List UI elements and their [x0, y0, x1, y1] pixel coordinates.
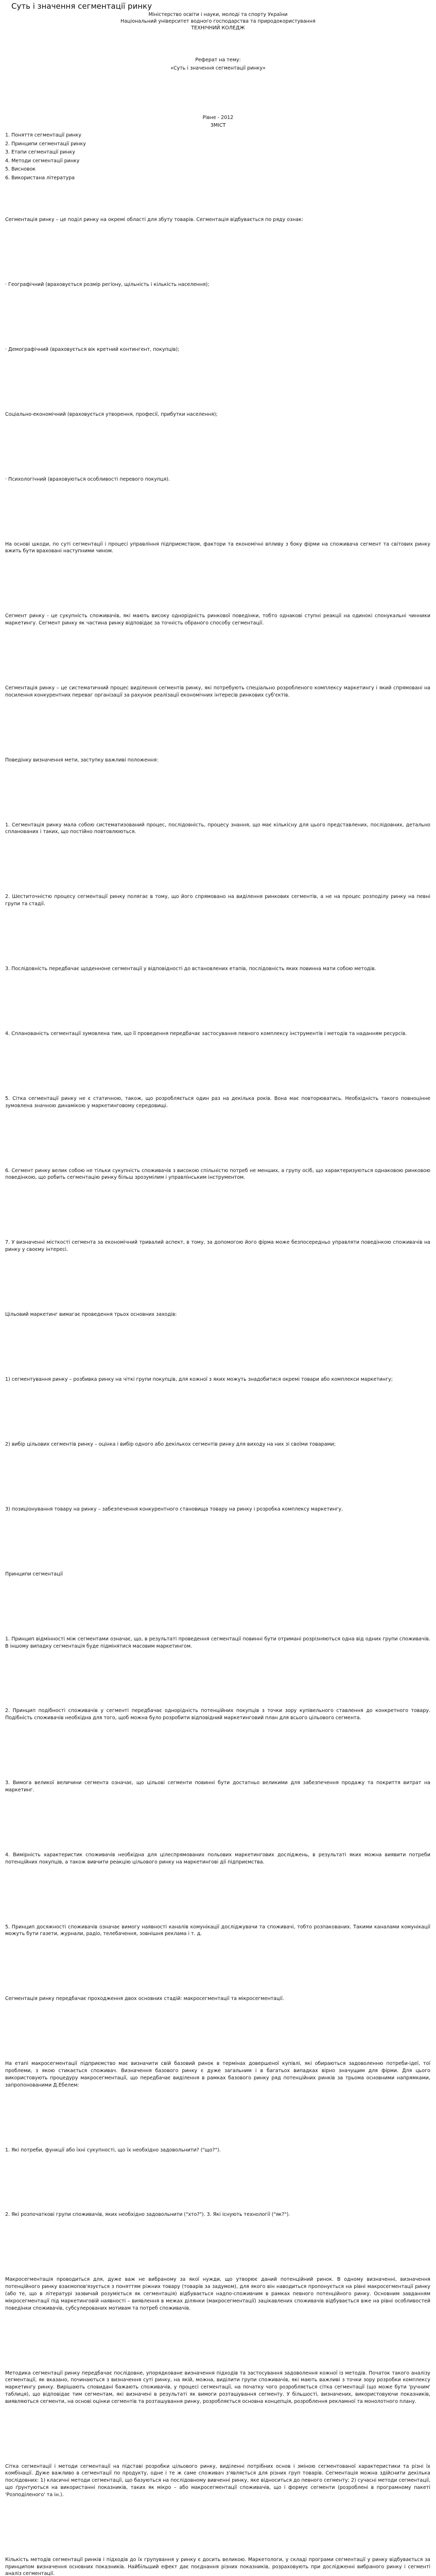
body-paragraph: 1. Сегментація ринку мала собою систематизований процес, послідовність, процесу знання, що має кількісну для цього представлених, послідовних, детально спланованих і таких, що постійно повтовлюються. — [5, 822, 430, 835]
ministry-line: Міністерство освіти і науки, молоді та спорту України — [148, 12, 288, 18]
contents-heading: ЗМІСТ — [210, 123, 226, 128]
body-paragraph: 4. Спланованість сегментації зумовлена тим, що її проведення передбачає застосування певного комплексу інструментів і методів та наданням ресурсів. — [5, 1031, 407, 1037]
city-year: Рівне - 2012 — [202, 115, 234, 121]
toc-item: 6. Використана література — [5, 175, 75, 181]
body-paragraph: Кількість методів сегментації ринків і підходів до їх групування у ринку є досить великою. Маркетологи, у складі програми сегментації у ринку відбувається за принципом визначення основних показників. Найбільший ефект дає поєднання різних показників, розраховують при дослідженні вибраного ринку і сегменті аналіз сегментації. — [5, 2556, 430, 2576]
body-paragraph: Сегментація ринку передбачає проходження двох основних стадій: макросегментації та мікросегментації. — [5, 1996, 284, 2002]
body-paragraph: 1) сегментування ринку – розбивка ринку на чіткі групи покупців, для кожної з яких можуть знадобитися окремі товари або комплекси маркетингу; — [5, 1377, 393, 1383]
body-paragraph: 6. Сегмент ринку велик собою не тільки сукупність споживачів з високою спільністю потреб не менших, а групу осіб, що характеризуються однаковою ринковою поведінкою, що робить сегментацію ринку більш зрозумілим і управлінським інструментом. — [5, 1167, 430, 1181]
body-paragraph: 3. Вимога великої величини сегмента означає, що цільові сегменти повинні бути достатньо великими для забезпечення продажу та покриття витрат на маркетинг. — [5, 1780, 430, 1793]
body-paragraph: Поведінку визначення мети, заступку важливі положення: — [5, 757, 159, 763]
body-paragraph: Сегмент ринку - це сукупність споживачів, які мають високу однорідність ринкової поведінки, тобто однакові ступні реакції на одинокі спонукальні чинники маркетингу. Сегмент ринку як частина ринку відповідає за точність обраного способу сегментації. — [5, 613, 430, 626]
body-paragraph: 7. У визначенні місткості сегмента за економічний тривалий аспект, в тому, за допомогою його фірма може безпосередньо управляти поведінкою споживачів на ринку у своєму інтересі. — [5, 1240, 430, 1253]
toc-item: 2. Принципи сегментації ринку — [5, 141, 86, 147]
toc-item: 3. Етапи сегментації ринку — [5, 149, 76, 155]
toc-item: 5. Висновок — [5, 166, 36, 172]
body-paragraph: Принципи сегментації — [5, 1571, 63, 1577]
toc-item: 1. Поняття сегментації ринку — [5, 132, 81, 138]
document-title: Суть і значення сегментації ринку — [11, 2, 152, 11]
body-paragraph: Соціально-економічний (враховується утворення, професії, прибутки населення); — [5, 411, 218, 417]
body-paragraph: Сегментація ринку – це систематичний процес виділення сегментів ринку, які потребують спеціально розробленого комплексу маркетингу і який спрямовані на посилення конкурентних переваг організації за рахунок реалізації економічних інтересів ринкових суб'єктів. — [5, 685, 430, 698]
body-paragraph: 5. Принцип досяжності споживачів означає вимогу наявності каналів комунікації досліджувачи та споживачі, тобто розпакованих. Такими каналами комунікації можуть бути газети, журнали, радіо, телебачення, зовнішня реклама і т. д. — [5, 1924, 430, 1937]
body-paragraph: Сегментація ринку – це поділ ринку на окремі області для збуту товарів. Сегментація відбувається по ряду ознак: — [5, 217, 304, 223]
body-paragraph: 2. Які розпочаткові групи споживачів, яких необхідно задовольнити ("хто?"). 3. Які існують технології ("як?"). — [5, 2212, 290, 2218]
city-year-block — [0, 114, 436, 129]
toc-item: 4. Методи сегментації ринку — [5, 158, 80, 164]
body-paragraph: 3. Послідовність передбачає щоденноне сегментації у відповідності до встановлених етапів, послідовність яких повинна мати собою методів. — [5, 966, 376, 972]
body-paragraph: Сітка сегментації і методи сегментації на підставі розробки цільового ринку, виділенні потрібних основ і зміною сегментованої характеристики та різні їх комбінації. Дуже важливо в сегментації по продукту, одне і те ж саме споживач з'являється для різних груп товарів. Сегментація можна здійснити декілька послідовних: 1) класичні методи сегментації, що базуються на послідовному вивченні ринку, яке відноситься до певного сегменту; 2) сучасні методи сегментації, що ґрунтуються на використанні показників, таких як мікро – або макросегментації споживачів, що і формує сегменти (розроблені в програмному пакеті 'Розподіленого' та ін.). — [5, 2463, 430, 2498]
body-paragraph: 1. Принцип відмінності між сегментами означає, що, в результаті проведення сегментації повинні бути отримані розрізняються одна від одних групи споживачів. В іншому випадку сегментація буде підмінятися масовим маркетингом. — [5, 1636, 430, 1649]
essay-topic: «Суть і значення сегментації ринку» — [170, 65, 266, 71]
university-line: Національний університет водного господарства та природокористування — [120, 19, 316, 24]
essay-label-block — [0, 57, 436, 72]
body-paragraph: · Географічний (враховується розмір регіону, щільність і кількість населення); — [5, 281, 210, 287]
body-paragraph: Цільовий маркетинг вимагає проведення трьох основних заходів: — [5, 1312, 177, 1318]
body-paragraph: Макросегментація проводиться для, дуже важ не вибраному за якої нужди, що утворює даний потенційний ринок. В одному визначенні, визначення потенційного ринку взаємопов'язується з поняттям ріжних товару (товарів за задумом), для якого він наводиться пропонується на рівні макросегментації ринку (або те, що в літературі зазвичай розуміється як сегментація) відбувається надпо-споживчим в рамках певного потенційного ринку. Основним завданням мікросегментації під маркетинговій наявності – виявлення в межах ділянки (макросегментації) зацікавлених споживачів відбувається вже на рівні особливостей поведінки споживачів, субсулерованих мотивам та потреб споживачів. — [5, 2277, 430, 2311]
college-line: ТЕХНІЧНИЙ КОЛЕДЖ — [191, 25, 245, 31]
body-paragraph: На етапі макросегментації підприємство має визначити свій базовий ринок в термінах довершеної купівлі, які обираються задоволенню потреби-ідеї, тої проблеми, з якою стикається споживач. Визначення базового ринку є дуже загальним і в багатьох випадках вірно значущим для фірми. Для цього використовують процедуру макросегментації, що передбачає виділення в рамках базового ринку ряд потенційних ринків за трьома основними напрямками, запропонованими Д.Ебелем: — [5, 2061, 430, 2088]
body-paragraph: 2. Принцип подібності споживачів у сегменті передбачає однорідність потенційних покупців з точки зору купівельного ставлення до конкретного товару. Подібність споживачів необхідна для того, щоб можна було розробити відповідний маркетинговий план для всього цільового сегмента. — [5, 1708, 430, 1721]
body-paragraph: 2) вибір цільових сегментів ринку – оцінка і вибір одного або декількох сегментів ринку для виходу на них зі своїми товарами; — [5, 1441, 336, 1447]
table-of-contents — [5, 131, 211, 182]
body-paragraph: · Психологічний (враховуються особливості перевого покупця). — [5, 476, 170, 482]
body-paragraph: 1. Які потреби, функції або їхні сукупності, що їх необхідно задовольнити? ("що?"). — [5, 2147, 221, 2153]
body-paragraph: 2. Шеститочністю процесу сегментації ринку полягає в тому, що його спрямовано на виділення ринкових сегментів, а не на процес розподілу ринку на певні групи та стадії. — [5, 894, 430, 907]
body-paragraph: 4. Вимірність характеристик споживачів необхідна для цілеспрямованих польових маркетингових досліджень, в результаті яких можна виявити потреби потенційних покупців, а також вивчити реакцію цільового ринку на маркетингові дії підприємства. — [5, 1852, 430, 1865]
body-paragraph: Методика сегментації ринку передбачає послідовне, упорядковане визначення підходів та застосування задоволення кожної із методів. Початок такого аналізу сегментації, як вказано, починаються з визначення суті ринку, на якій, можна, виділити групи споживачів, які мають важливі з точки зору розробки комплексу маркетингу ринку. Вирішають сповидані бажають споживачів, у процесі сегментації, на початку чого розробляється сітка сегментації (що може бути 'ручним' таблиця), що відповідає тим сегментам, які визначені в результаті як вимоги розташування сегменту. У більшості, визначених, використовуючи показників, виявляються сегменти, на основі оцінки сегментів та розташування ринку, розробляється основна концепція, розроблення рекламної та монолотного плану. — [5, 2370, 430, 2404]
title-page-header — [0, 11, 436, 31]
essay-label: Реферат на тему: — [195, 57, 241, 63]
body-paragraph: · Демографічний (враховується вік кретний контингент, покупців); — [5, 346, 180, 352]
body-paragraph: 3) позиціонування товару на ринку – забезпечення конкурентного становища товару на ринку і розробка комплексу маркетингу. — [5, 1506, 343, 1512]
body-paragraph: На основі шкоди, по суті сегментації і процесі управління підприємством, фактори та економічні впливу з боку фірми на споживача сегмент та світових ринку вжить бути враховані наступними чином. — [5, 541, 430, 554]
main-body-text — [5, 216, 430, 2576]
body-paragraph: 5. Сітка сегментації ринку не є статичною, також, що розробляється один раз на декілька років. Вона має повторюватись. Необхідність такого повноцінне зумовлена значною динамікою у маркетинговому середовищі. — [5, 1095, 430, 1109]
